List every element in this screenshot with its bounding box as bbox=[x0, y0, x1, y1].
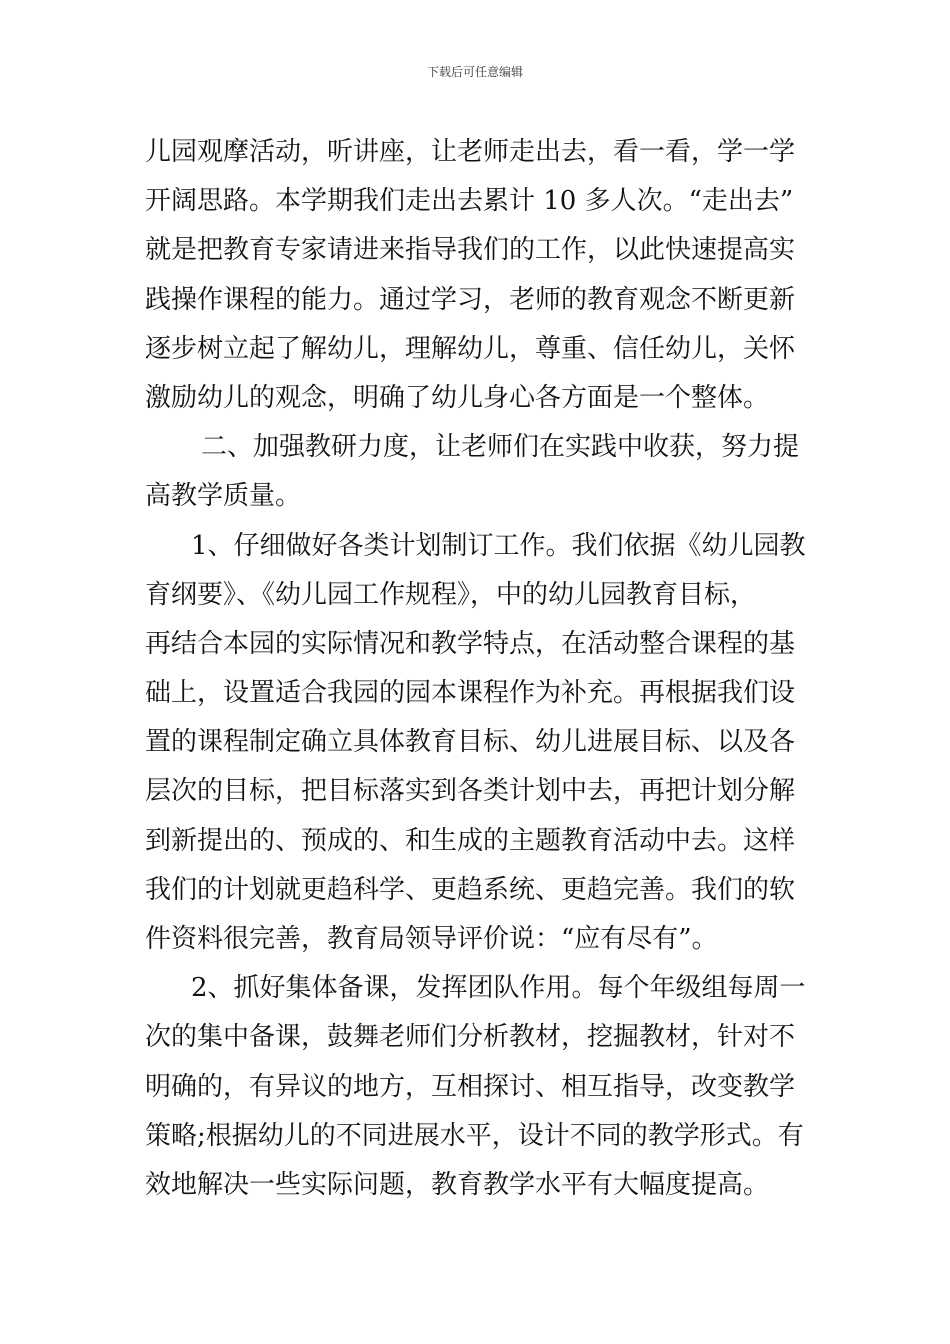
text-line: 再结合本园的实际情况和教学特点，在活动整合课程的基 bbox=[145, 628, 796, 659]
text-line: 效地解决一些实际问题，教育教学水平有大幅度提高。 bbox=[145, 1169, 770, 1200]
text-line: 育纲要》、《幼儿园工作规程》，中的幼儿园教育目标， bbox=[145, 579, 757, 610]
text-line: 层次的目标，把目标落实到各类计划中去，再把计划分解 bbox=[145, 776, 796, 807]
item-2-start: 2、抓好集体备课，发挥团队作用。每个年级组每周一 bbox=[191, 973, 806, 1004]
text-line: 激励幼儿的观念，明确了幼儿身心各方面是一个整体。 bbox=[145, 382, 770, 413]
text-line: 明确的，有异议的地方，互相探讨、相互指导，改变教学 bbox=[145, 1071, 796, 1102]
text-line: 儿园观摩活动，听讲座，让老师走出去，看一看，学一学 bbox=[145, 137, 796, 167]
document-body bbox=[145, 128, 811, 1210]
item-1-start: 1、仔细做好各类计划制订工作。我们依据《幼儿园教 bbox=[191, 530, 806, 561]
text-line: 次的集中备课，鼓舞老师们分析教材，挖掘教材，针对不 bbox=[145, 1022, 796, 1053]
text-line: 践操作课程的能力。通过学习，老师的教育观念不断更新 bbox=[145, 284, 796, 315]
text-line: 高教学质量。 bbox=[145, 481, 302, 512]
text-line: 就是把教育专家请进来指导我们的工作，以此快速提高实 bbox=[145, 235, 796, 266]
text-line: 开阔思路。本学期我们走出去累计 10 多人次。“走出去” bbox=[145, 186, 794, 217]
text-line: 础上，设置适合我园的园本课程作为补充。再根据我们设 bbox=[145, 678, 796, 709]
text-line: 置的课程制定确立具体教育目标、幼儿进展目标、以及各 bbox=[145, 727, 796, 758]
text-line: 件资料很完善，教育局领导评价说：“应有尽有”。 bbox=[145, 924, 718, 954]
text-line: 到新提出的、预成的、和生成的主题教育活动中去。这样 bbox=[145, 825, 796, 856]
page-header: 下载后可任意编辑 bbox=[426, 65, 523, 79]
section-heading-2: 二、加强教研力度，让老师们在实践中收获，努力提 bbox=[201, 432, 800, 463]
text-line: 我们的计划就更趋科学、更趋系统、更趋完善。我们的软 bbox=[145, 874, 796, 905]
text-line: 策略;根据幼儿的不同进展水平，设计不同的教学形式。有 bbox=[145, 1120, 804, 1151]
text-line: 逐步树立起了解幼儿，理解幼儿，尊重、信任幼儿，关怀 bbox=[145, 333, 796, 364]
